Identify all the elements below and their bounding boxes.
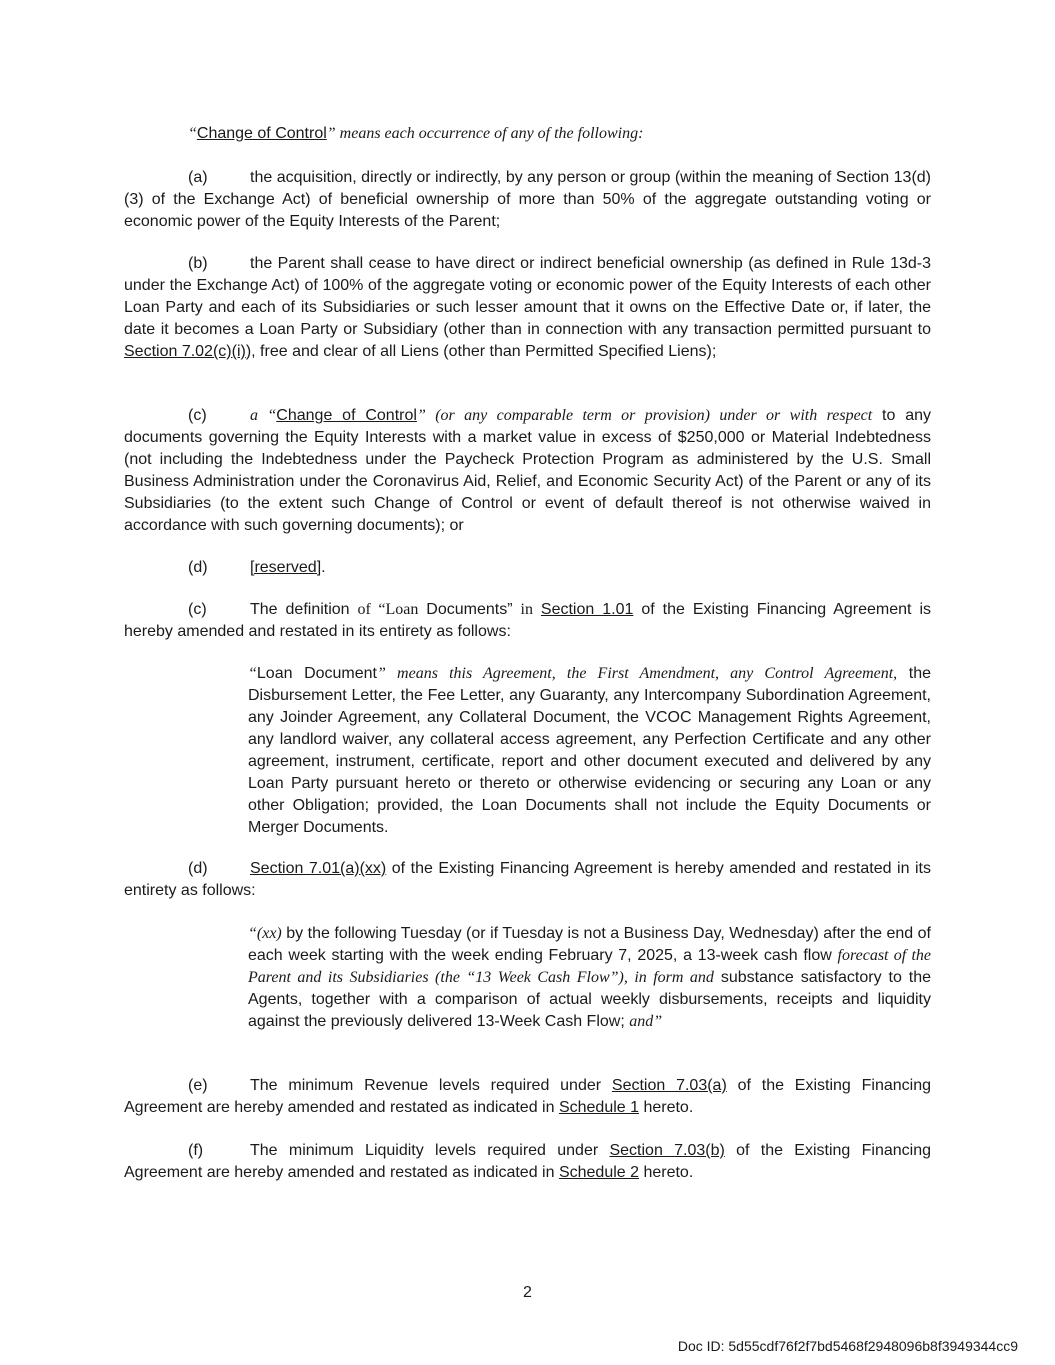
loan-document-definition: “Loan Document” means this Agreement, the First Amendment, any Control Agreement, the Disbursement Letter, the Fee Letter, any Guaranty, any Intercompany Subordination Agreement, any Joinder Agreement, any Collateral Document, the VCOC Management Rights Agreement, any landlord waiver, any collateral access agreement, any Perfection Certificate and any other agreement, instrument, certificate, report and other document executed and delivered by any Loan Party pursuant hereto or thereto or otherwise evidencing or securing any Loan or any other Obligation; provided, the Loan Documents shall not include the Equity Documents or Merger Documents.	[248, 665, 932, 836]
amendment-d-cash-flow: (d) Section 7.01(a)(xx) of the Existing Financing Agreement is hereby amended and restated in its entirety as follows:	[124, 860, 931, 899]
clause-label: (d)	[188, 559, 208, 576]
clause-label: (b)	[188, 255, 208, 272]
defined-term-change-of-control: Change of Control	[196, 125, 327, 142]
clause-label: (f)	[188, 1142, 204, 1159]
amendment-e-revenue: (e) The minimum Revenue levels required under Section 7.03(a) of the Existing Financing Agreement are hereby amended and restated as indicated in Schedule 1 hereto.	[124, 1077, 932, 1116]
clause-d: (d) [reserved].	[124, 557, 931, 579]
page-number: 2	[523, 1284, 532, 1301]
section-reference-7-03-b: Section 7.03(b)	[609, 1142, 725, 1159]
schedule-1-reference: Schedule 1	[558, 1099, 640, 1116]
section-reference-7-03-a: Section 7.03(a)	[611, 1077, 727, 1094]
amendment-f-liquidity: (f) The minimum Liquidity levels required under Section 7.03(b) of the Existing Financing Agreement are hereby amended and restated as indicated in Schedule 2 hereto.	[124, 1142, 931, 1181]
clause-label: (e)	[188, 1077, 208, 1094]
reserved-text: [reserved]	[250, 559, 322, 576]
clause-a: (a) the acquisition, directly or indirectly, by any person or group (within the meaning of Section 13(d)(3) of the Exchange Act) of beneficial ownership of more than 50% of the aggregate outstanding voting or economic power of the Equity Interests of the Parent;	[124, 169, 931, 230]
schedule-2-reference: Schedule 2	[558, 1164, 640, 1181]
section-reference-1-01: Section 1.01	[540, 601, 634, 618]
section-reference-7-02-c-i: Section 7.02(c)(i)	[124, 343, 246, 360]
clause-b: (b) the Parent shall cease to have direct or indirect beneficial ownership (as defined in Rule 13d-3 under the Exchange Act) of 100% of the aggregate voting or economic power of the Equity Interests of each other Loan Party and each of its Subsidiaries or such lesser amount that it owns on the Effective Date or, if later, the date it becomes a Loan Party or Subsidiary (other than in connection with any transaction permitted pursuant to Section 7.02(c)(i)), free and clear of all Liens (other than Permitted Specified Liens);	[124, 255, 931, 360]
defined-term-change-of-control: Change of Control	[276, 407, 417, 424]
clause-label: (d)	[188, 860, 208, 877]
clause-label: (a)	[188, 169, 208, 186]
clause-label: (c)	[188, 407, 207, 424]
defined-term-loan-document: Loan Document	[256, 665, 378, 682]
change-of-control-definition-heading: “Change of Control” means each occurrence of any of the following:	[188, 125, 644, 142]
clause-label: (c)	[188, 601, 207, 618]
amendment-c-loan-documents: (c) The definition of “Loan Documents” in Section 1.01 of the Existing Financing Agreement is hereby amended and restated in its entirety as follows:	[124, 601, 932, 640]
section-reference-7-01-a-xx: Section 7.01(a)(xx)	[250, 860, 387, 877]
xx-cash-flow-definition: “(xx) by the following Tuesday (or if Tuesday is not a Business Day, Wednesday) after the end of each week starting with the week ending February 7, 2025, a 13-week cash flow forecast of the Parent and its Subsidiaries (the “13 Week Cash Flow”), in form and substance satisfactory to the Agents, together with a comparison of actual weekly disbursements, receipts and liquidity against the previously delivered 13-Week Cash Flow; and”	[248, 925, 932, 1030]
clause-c: (c) a “Change of Control” (or any comparable term or provision) under or with respect to any documents governing the Equity Interests with a market value in excess of $250,000 or Material Indebtedness (not including the Indebtedness under the Paycheck Protection Program as administered by the U.S. Small Business Administration under the Coronavirus Aid, Relief, and Economic Security Act) of the Parent or any of its Subsidiaries (to the extent such Change of Control or event of default thereof is not otherwise waived in accordance with such governing documents); or	[124, 407, 932, 534]
doc-id: Doc ID: 5d55cdf76f2f7bd5468f2948096b8f3949344cc9	[677, 1338, 1018, 1354]
